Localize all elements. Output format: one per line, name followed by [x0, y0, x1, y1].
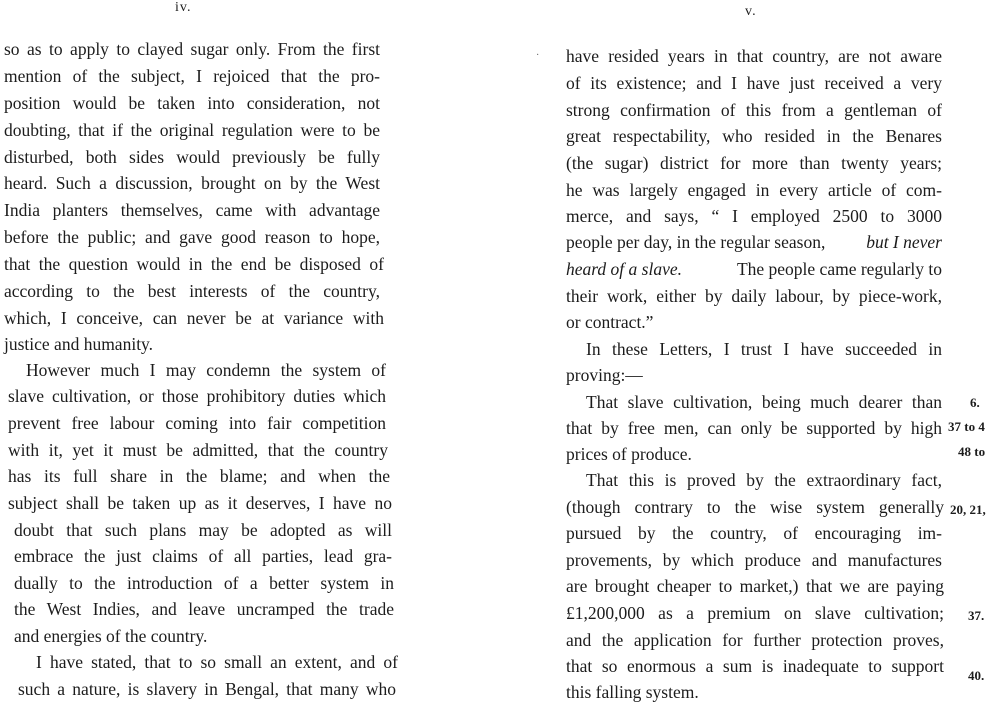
text-line: doubting, that if the original regulation were to be [4, 120, 380, 140]
italic-text: heard of a slave. [566, 259, 682, 279]
left-page [0, 0, 470, 706]
text-line: slave cultivation, or those prohibitory duties which [8, 386, 386, 406]
text-line: prevent free labour coming into fair competition [8, 413, 386, 433]
text-line: However much I may condemn the system of [26, 360, 386, 380]
text-line: That slave cultivation, being much dearer than [586, 392, 942, 412]
page-number-left: iv. [175, 0, 192, 15]
text-segment: people per day, in the regular season, [566, 232, 826, 252]
text-line: disturbed, both sides would previously be fully [4, 147, 380, 167]
text-line: proving:— [566, 365, 643, 385]
text-line: are brought cheaper to market,) that we are paying [566, 576, 944, 596]
text-line: (the sugar) district for more than twenty years; [566, 153, 942, 173]
text-line: that the question would in the end be disposed of [4, 254, 384, 274]
text-line: India planters themselves, came with advantage [4, 200, 380, 220]
text-line: or contract.” [566, 312, 654, 332]
text-line: pursued by the country, of encouraging im- [566, 523, 942, 543]
text-line: dually to the introduction of a better system in [14, 573, 394, 593]
text-line: and energies of the country. [14, 626, 208, 646]
text-line: prices of produce. [566, 444, 692, 464]
text-line: position would be taken into consideration, not [4, 93, 380, 113]
right-page [540, 0, 1000, 706]
text-line: subject shall be taken up as it deserves, I have no [8, 493, 392, 513]
text-line: of its existence; and I have just received a very [566, 73, 942, 93]
italic-text: but I never [866, 232, 942, 252]
text-line: which, I conceive, can never be at variance with [4, 308, 384, 328]
margin-note: 40. [968, 668, 985, 683]
gutter-dot: · [536, 50, 540, 61]
text-line: and the application for further protection proves, [566, 630, 944, 650]
text-line: heard. Such a discussion, brought on by the West [4, 173, 380, 193]
text-line: with it, yet it must be admitted, that the country [8, 440, 388, 460]
text-line: have resided years in that country, are not aware [566, 46, 942, 66]
page-number-right: v. [745, 4, 757, 19]
text-line: before the public; and gave good reason to hope, [4, 227, 380, 247]
text-line: so as to apply to clayed sugar only. From the first [4, 39, 380, 59]
text-line: I have stated, that to so small an extent, and of [36, 652, 398, 672]
text-line: £1,200,000 as a premium on slave cultivation; [566, 603, 944, 623]
text-line: the West Indies, and leave uncramped the trade [14, 599, 394, 619]
text-line: provements, by which produce and manufactures [566, 550, 942, 570]
text-line: that so enormous a sum is inadequate to support [566, 656, 944, 676]
text-line: merce, and says, “ I employed 2500 to 3000 [566, 206, 942, 226]
text-line [566, 259, 942, 279]
text-line: In these Letters, I trust I have succeeded in [586, 339, 942, 359]
text-segment: The people came regularly to [732, 259, 942, 279]
margin-note: 20, 21, [950, 502, 986, 517]
text-line [566, 232, 942, 252]
text-line: strong confirmation of this from a gentleman of [566, 100, 942, 120]
text-line: mention of the subject, I rejoiced that the pro- [4, 66, 380, 86]
text-line: (though contrary to the wise system generally [566, 497, 944, 517]
text-line: embrace the just claims of all parties, lead gra- [14, 546, 392, 566]
margin-note: 37 to 4 [948, 419, 985, 434]
text-line: doubt that such plans may be adopted as will [14, 520, 392, 540]
text-line: that by free men, can only be supported by high [566, 418, 942, 438]
margin-note: 37. [968, 608, 985, 623]
text-line: great respectability, who resided in the Benares [566, 126, 942, 146]
text-line: justice and humanity. [4, 334, 154, 354]
text-line: he was largely engaged in every article of com- [566, 180, 942, 200]
margin-note: 48 to [958, 444, 986, 459]
text-line: That this is proved by the extraordinary fact, [586, 470, 942, 490]
margin-note: 6. [970, 395, 980, 410]
text-line: their work, either by daily labour, by piece-work, [566, 286, 942, 306]
text-line: this falling system. [566, 682, 699, 702]
text-line: has its full share in the blame; and when the [8, 466, 390, 486]
text-line: such a nature, is slavery in Bengal, that many who [18, 679, 396, 699]
text-line: according to the best interests of the country, [4, 281, 380, 301]
